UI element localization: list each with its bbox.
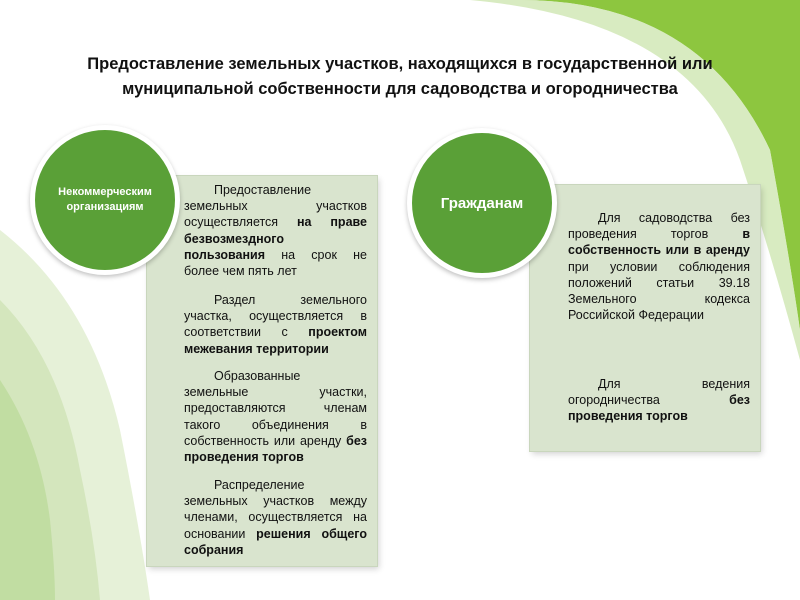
text: Для садоводства без проведения торгов bbox=[568, 211, 750, 242]
text: Предоставление земельных участков осуществляется bbox=[184, 183, 367, 230]
bold-text: на праве безвозмездного пользования bbox=[184, 215, 367, 262]
nonprofit-circle bbox=[30, 125, 180, 275]
bold-text: в собственность или в аренду bbox=[568, 227, 750, 258]
text: на срок не более чем пять лет bbox=[184, 247, 367, 279]
citizens-paragraph-1 bbox=[568, 210, 750, 323]
bold-text: без проведения торгов bbox=[184, 433, 367, 465]
bold-text: решения общего собрания bbox=[184, 526, 367, 557]
text: при условии соблюдения положений статьи 39.18 Земельного кодекса Российской Федерации bbox=[568, 259, 750, 323]
text: Образованные земельные участки, предоставляются членам такого объединения в собственность или аренду bbox=[184, 369, 367, 448]
page-title: Предоставление земельных участков, находящихся в государственной или муниципальной собственности для садоводства и огородничества bbox=[87, 55, 713, 98]
citizens-circle-label: Гражданам bbox=[440, 194, 524, 212]
citizens-paragraph-2 bbox=[568, 376, 750, 425]
text: Для ведения огородничества bbox=[568, 377, 750, 408]
bold-text: проектом межевания территории bbox=[184, 325, 367, 356]
text: Раздел земельного участка, осуществляется в соответствии с bbox=[184, 293, 367, 340]
nonprofit-paragraph-2 bbox=[184, 292, 367, 357]
text: Распределение земельных участков между членами, осуществляется на основании bbox=[184, 478, 367, 541]
nonprofit-paragraph-3 bbox=[184, 368, 367, 465]
nonprofit-circle-label: Некоммерческим организациям bbox=[58, 186, 152, 213]
nonprofit-paragraph-1 bbox=[184, 182, 367, 279]
nonprofit-paragraph-4 bbox=[184, 477, 367, 558]
bold-text: без проведения торгов bbox=[568, 393, 750, 424]
citizens-circle bbox=[407, 128, 557, 278]
